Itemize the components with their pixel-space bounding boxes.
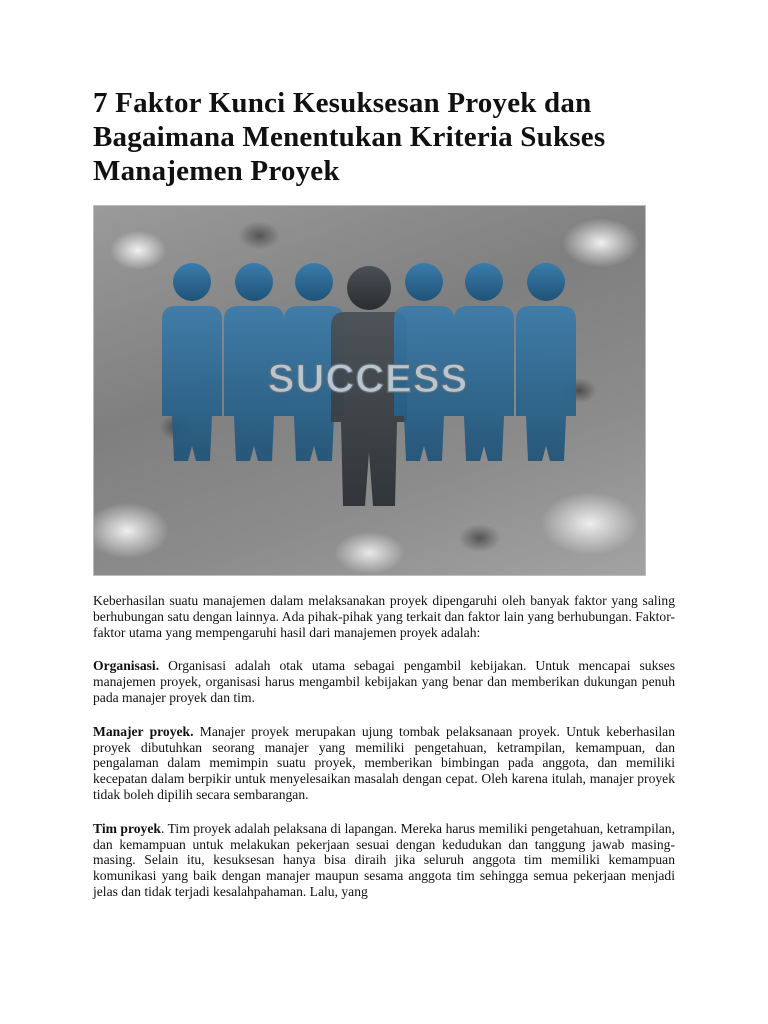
person-head — [347, 266, 391, 310]
section-text: . Tim proyek adalah pelaksana di lapangan. Mereka harus memiliki pengetahuan, ketrampilan, dan kemampuan untuk melakukan pekerjaan sesuai dengan kedudukan dan tanggung jawab masing-masing. Selain itu, kesuksesan hanya bisa diraih jika seluruh anggota tim memiliki kemampuan komunikasi yang baik dengan manajer maupun sesama anggota tim sehingga semua pekerjaan menjadi jelas dan tidak terjadi kesalahpahaman. Lalu, yang — [93, 820, 675, 899]
document-page — [93, 86, 675, 918]
section-text: Organisasi adalah otak utama sebagai pengambil kebijakan. Untuk mencapai sukses manajemen proyek, organisasi harus mengambil kebijakan yang benar dan memberikan dukungan penuh pada manajer proyek dan tim. — [93, 658, 675, 705]
section-text: Manajer proyek merupakan ujung tombak pelaksanaan proyek. Untuk keberhasilan proyek dibutuhkan seorang manajer yang memiliki pengetahuan, ketrampilan, kemampuan, dan pengalaman dalam memimpin suatu proyek, memberikan bimbingan pada anggota, dan memiliki kecepatan dalam berpikir untuk menyelesaikan masalah dengan cepat. Oleh karena itulah, manajer proyek tidak boleh dipilih secara sembarangan. — [93, 723, 675, 802]
person-head — [295, 263, 333, 301]
person-body — [516, 306, 576, 461]
success-team-image — [93, 205, 646, 576]
intro-paragraph: Keberhasilan suatu manajemen dalam melaksanakan proyek dipengaruhi oleh banyak faktor yang saling berhubungan satu dengan lainnya. Ada pihak-pihak yang terkait dan faktor lain yang berhubungan. Faktor-faktor utama yang mempengaruhi hasil dari manajemen proyek adalah: — [93, 593, 675, 640]
person-body — [162, 306, 222, 461]
team-figures-illustration — [94, 206, 645, 575]
section-paragraph — [93, 658, 675, 705]
section-term: Manajer proyek. — [93, 723, 194, 739]
success-overlay-text: SUCCESS — [267, 357, 469, 401]
person-head — [235, 263, 273, 301]
person-head — [405, 263, 443, 301]
section-term: Organisasi. — [93, 658, 160, 674]
person-head — [173, 263, 211, 301]
section-paragraph — [93, 724, 675, 803]
document-title: 7 Faktor Kunci Kesuksesan Proyek dan Bagaimana Menentukan Kriteria Sukses Manajemen Proyek — [93, 87, 606, 187]
section-term: Tim proyek — [93, 820, 161, 836]
person-head — [465, 263, 503, 301]
person-figure — [162, 263, 222, 461]
person-head — [527, 263, 565, 301]
person-figure — [516, 263, 576, 461]
section-paragraph — [93, 821, 675, 900]
